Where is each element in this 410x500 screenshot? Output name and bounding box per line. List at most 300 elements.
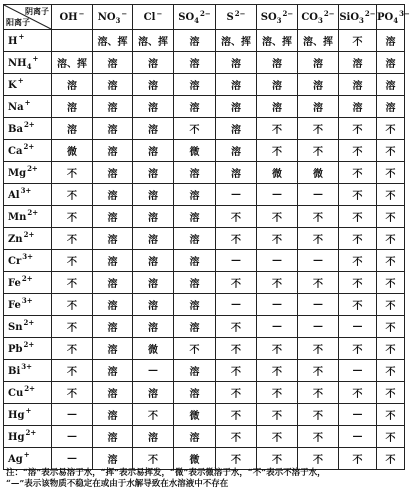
anion-header-cell [133,5,174,30]
solubility-cell: 不 [216,404,257,426]
cation-label-charge: 3+ [21,296,33,306]
cation-label [8,428,37,443]
table-row [4,338,405,360]
solubility-cell: 不 [339,382,377,404]
solubility-cell: 不 [52,184,93,206]
anion-label-charge: 2− [282,8,294,18]
table-row [4,96,405,118]
solubility-cell: 不 [257,118,298,140]
solubility-cell: 不 [216,426,257,448]
solubility-cell: — [339,404,377,426]
anion-header-cell [377,5,410,30]
solubility-cell: 不 [339,294,377,316]
table-row [4,404,405,426]
cation-header-cell [4,272,52,294]
table-row [4,228,405,250]
cation-label-charge: + [25,406,32,416]
solubility-cell: 溶 [52,74,93,96]
solubility-cell: 溶 [133,426,174,448]
cation-label-formula: Ba [8,123,23,135]
solubility-cell: 不 [257,206,298,228]
solubility-cell: 不 [257,360,298,382]
footnote [6,468,404,490]
solubility-cell: 溶 [216,162,257,184]
solubility-cell: 不 [339,228,377,250]
solubility-cell: 溶 [93,294,133,316]
solubility-cell: 不 [377,404,405,426]
solubility-cell: 溶 [93,426,133,448]
solubility-cell: 不 [377,382,405,404]
cation-label [8,362,33,377]
solubility-cell: 不 [377,426,405,448]
cation-label [8,98,31,113]
solubility-cell: 溶 [133,316,174,338]
table-row [4,52,405,74]
solubility-cell: — [257,184,298,206]
solubility-cell [52,30,93,52]
anion-header-cell [257,5,298,30]
cation-header-cell [4,118,52,140]
solubility-cell: 溶 [377,96,405,118]
anion-label-charge: − [78,8,85,18]
solubility-cell: 溶 [257,52,298,74]
solubility-cell: 溶 [133,228,174,250]
solubility-cell: 不 [216,338,257,360]
solubility-cell: — [257,250,298,272]
cation-header-cell [4,338,52,360]
solubility-cell: — [257,316,298,338]
solubility-cell: 不 [216,382,257,404]
solubility-cell: 溶 [377,52,405,74]
table-body [4,30,405,470]
anion-label-subscript: 4 [194,16,200,26]
solubility-cell: 溶 [93,272,133,294]
table-row [4,360,405,382]
cation-header-cell [4,140,52,162]
solubility-cell: 不 [339,272,377,294]
solubility-cell: 溶 [377,74,405,96]
solubility-cell: — [216,184,257,206]
solubility-cell: 溶 [133,96,174,118]
solubility-cell: 溶 [93,162,133,184]
cation-label [8,230,35,245]
solubility-cell: 不 [377,162,405,184]
solubility-cell: — [339,426,377,448]
cation-header-cell [4,52,52,74]
solubility-cell: 不 [339,140,377,162]
anion-label-charge: − [156,8,163,18]
solubility-cell: 不 [216,228,257,250]
cation-label-formula: Hg [8,409,25,421]
solubility-cell: 不 [52,294,93,316]
cation-label-charge: 2+ [24,384,35,394]
solubility-cell: 不 [339,206,377,228]
solubility-cell: 不 [298,272,339,294]
solubility-cell: 溶、挥 [133,30,174,52]
corner-cation-label: 阳离子 [6,17,30,27]
table-row [4,294,405,316]
solubility-cell: 不 [133,448,174,470]
table-row [4,448,405,470]
anion-label-charge: 2− [323,8,335,18]
cation-label [8,384,35,399]
cation-label [8,164,38,179]
solubility-cell: 不 [216,316,257,338]
solubility-cell: 溶 [93,96,133,118]
solubility-cell: 不 [174,338,216,360]
solubility-cell: 不 [298,404,339,426]
cation-header-cell [4,360,52,382]
table-row [4,250,405,272]
cation-label [8,208,39,223]
table-row [4,272,405,294]
solubility-cell: 溶 [174,382,216,404]
solubility-cell: 不 [257,426,298,448]
anion-label-charge: 2− [234,8,246,18]
solubility-cell: 溶 [216,118,257,140]
solubility-cell: 溶 [174,426,216,448]
solubility-cell: 溶 [298,74,339,96]
cation-label-formula: Ca [8,145,23,157]
cation-label [8,274,33,289]
solubility-cell: — [298,250,339,272]
anion-label [143,8,163,24]
cation-label [8,186,32,201]
anion-label-subscript: 3 [359,16,364,26]
solubility-cell: 溶 [174,162,216,184]
solubility-cell: — [52,426,93,448]
cation-label-formula: Pb [8,343,23,355]
solubility-cell: 不 [52,382,93,404]
solubility-cell: 溶 [133,74,174,96]
solubility-cell: 不 [216,206,257,228]
solubility-cell: 不 [298,140,339,162]
solubility-cell: 不 [339,448,377,470]
solubility-cell: 溶 [93,228,133,250]
cation-header-cell [4,184,52,206]
cation-header-cell [4,316,52,338]
cation-label [8,406,32,421]
solubility-cell: 不 [298,426,339,448]
cation-header-cell [4,382,52,404]
cation-label [8,76,24,91]
anion-label-subscript: 3 [318,16,323,26]
anion-header-cell [339,5,377,30]
anion-label [178,8,211,26]
solubility-cell: 溶 [93,338,133,360]
solubility-cell: 不 [52,250,93,272]
solubility-cell: 溶 [216,140,257,162]
solubility-cell: 不 [377,338,405,360]
cation-label-charge: 2+ [27,208,39,218]
solubility-cell: 溶 [174,74,216,96]
anion-label-charge: 2− [364,8,376,18]
solubility-cell: 不 [298,118,339,140]
solubility-cell: 溶 [257,96,298,118]
cation-label-charge: + [23,450,30,460]
solubility-cell: 溶 [216,74,257,96]
cation-header-cell [4,162,52,184]
anion-label [301,8,335,26]
solubility-cell: 溶 [133,162,174,184]
solubility-cell: 微 [257,162,298,184]
anion-header-cell [216,5,257,30]
cation-label [8,54,39,71]
solubility-cell: 溶 [298,96,339,118]
anion-label-formula: SiO [339,12,360,24]
solubility-cell: 不 [298,228,339,250]
table-row [4,118,405,140]
solubility-cell: 微 [298,162,339,184]
anion-label [59,8,85,24]
corner-anion-label: 阴离子 [25,6,49,16]
solubility-cell: 不 [377,294,405,316]
solubility-cell: — [216,250,257,272]
cation-label-charge: 2+ [21,274,33,284]
solubility-cell: 不 [52,162,93,184]
cation-label [8,296,33,311]
solubility-cell: 溶、挥 [257,30,298,52]
cation-label-formula: Cr [8,255,22,267]
solubility-cell: 溶 [93,382,133,404]
table-row [4,184,405,206]
solubility-cell: 不 [257,140,298,162]
anion-header-cell [52,5,93,30]
solubility-cell: 溶 [93,448,133,470]
cation-label-charge: 2+ [23,230,35,240]
cation-label [8,142,35,157]
cation-label-formula: Al [8,189,20,201]
cation-header-cell [4,448,52,470]
solubility-cell: 不 [257,404,298,426]
solubility-cell: 溶 [174,206,216,228]
solubility-cell: 溶 [133,206,174,228]
anion-label-formula: SO [178,12,195,24]
table-row [4,30,405,52]
footnote-line-1: 注：“溶”表示易溶于水，“挥”表示易挥发，“微”表示微溶于水，“不”表示不溶于水， [6,468,326,478]
anion-label-charge: 3− [399,8,410,18]
cation-label-charge: 3+ [22,252,33,262]
solubility-cell: 不 [133,404,174,426]
cation-label-charge: 2+ [27,164,38,174]
anion-label [97,8,128,26]
solubility-cell: 微 [174,448,216,470]
anion-label [226,8,246,24]
anion-label-formula: PO [377,12,394,24]
cation-label-formula: Fe [8,277,21,289]
solubility-cell: 溶、挥 [216,30,257,52]
anion-header-cell [174,5,216,30]
corner-header-cell [4,5,52,30]
solubility-cell: 不 [298,206,339,228]
cation-label-charge: + [32,54,39,64]
solubility-table [3,4,410,470]
solubility-cell: 溶 [174,228,216,250]
cation-header-cell [4,250,52,272]
solubility-cell: 不 [52,228,93,250]
cation-header-cell [4,294,52,316]
anion-label-subscript: 3 [115,16,121,26]
solubility-cell: 溶、挥 [52,52,93,74]
cation-label [8,450,30,465]
solubility-cell: 不 [377,360,405,382]
solubility-cell: 不 [377,206,405,228]
solubility-cell: 溶 [93,360,133,382]
cation-label [8,318,35,333]
header-row [4,5,405,30]
solubility-cell: 溶 [174,52,216,74]
cation-label-formula: Fe [8,299,21,311]
cation-label-formula: Na [8,101,24,113]
solubility-cell: 微 [52,140,93,162]
solubility-cell: 溶 [174,30,216,52]
anion-label [377,8,410,26]
solubility-cell: 不 [216,448,257,470]
solubility-cell: 溶 [133,52,174,74]
solubility-cell: 溶 [174,96,216,118]
solubility-cell: 溶 [133,184,174,206]
cation-label-charge: 3+ [20,186,32,196]
solubility-cell: 不 [257,228,298,250]
solubility-cell: 不 [298,448,339,470]
anion-label-charge: 2− [200,8,211,18]
solubility-cell: 溶 [93,52,133,74]
anion-label-formula: S [226,12,234,24]
solubility-cell: 不 [377,140,405,162]
solubility-cell: 溶 [93,206,133,228]
anion-label-formula: NO [97,12,116,24]
cation-label-formula: Mn [8,211,27,223]
solubility-cell: 溶 [298,52,339,74]
solubility-cell: 不 [52,338,93,360]
table-row [4,206,405,228]
solubility-cell: — [298,316,339,338]
solubility-cell: 不 [257,382,298,404]
cation-label-formula: NH [8,57,27,69]
cation-label-formula: Mg [8,167,27,179]
solubility-cell: 微 [133,338,174,360]
solubility-cell: 溶 [52,96,93,118]
solubility-cell: 不 [339,250,377,272]
solubility-cell: 不 [52,316,93,338]
cation-label-charge: + [17,76,24,86]
cation-label-formula: Zn [8,233,23,245]
solubility-cell: 微 [174,140,216,162]
solubility-cell: 不 [339,338,377,360]
table-row [4,316,405,338]
solubility-cell: 溶 [133,294,174,316]
solubility-cell: 溶 [133,382,174,404]
solubility-cell: — [216,294,257,316]
anion-label-formula: OH [59,12,78,24]
solubility-cell: — [52,448,93,470]
cation-label-charge: + [18,32,25,42]
solubility-cell: — [257,294,298,316]
solubility-cell: 溶 [133,118,174,140]
cation-label [8,340,35,355]
solubility-cell: 不 [52,272,93,294]
solubility-cell: 溶 [133,272,174,294]
cation-label-charge: 2+ [23,120,35,130]
solubility-cell: 溶 [174,360,216,382]
table-row [4,382,405,404]
solubility-cell: 溶 [174,272,216,294]
solubility-cell: 溶、挥 [298,30,339,52]
solubility-cell: 溶 [339,74,377,96]
anion-label-charge: − [121,8,128,18]
solubility-cell: 不 [377,118,405,140]
solubility-cell: 溶 [93,118,133,140]
solubility-cell: 不 [339,118,377,140]
solubility-cell: 溶 [93,140,133,162]
solubility-cell: 不 [339,30,377,52]
solubility-cell: — [339,360,377,382]
solubility-cell: 不 [52,360,93,382]
solubility-cell: 溶 [174,294,216,316]
solubility-cell: 不 [216,360,257,382]
cation-label-formula: K [8,79,17,91]
cation-label-subscript: 4 [26,61,32,71]
footnote-line-2: “—”表示该物质不稳定在或由于水解导致在水溶液中不存在 [6,479,229,489]
solubility-cell: 不 [174,118,216,140]
solubility-cell: 溶 [216,52,257,74]
solubility-cell: 不 [377,228,405,250]
cation-label-charge: 2+ [23,318,35,328]
cation-label-formula: Sn [8,321,23,333]
solubility-cell: 溶 [133,140,174,162]
cation-header-cell [4,228,52,250]
solubility-cell: 溶 [339,96,377,118]
cation-header-cell [4,74,52,96]
cation-label-formula: Cu [8,387,24,399]
solubility-cell: 不 [216,272,257,294]
cation-label-formula: H [8,35,18,47]
solubility-cell: 不 [339,184,377,206]
solubility-cell: 溶 [339,52,377,74]
anion-label [260,8,294,26]
anion-label-subscript: 3 [276,16,282,26]
solubility-cell: 溶 [133,250,174,272]
solubility-cell: — [339,316,377,338]
solubility-cell: 不 [257,448,298,470]
solubility-cell: 不 [377,184,405,206]
solubility-cell: 不 [377,316,405,338]
anion-label-formula: SO [260,12,277,24]
solubility-cell: 溶 [52,118,93,140]
anion-label-formula: Cl [143,12,156,24]
solubility-cell: 不 [339,162,377,184]
cation-header-cell [4,404,52,426]
cation-header-cell [4,96,52,118]
solubility-cell: 溶、挥 [93,30,133,52]
solubility-cell: 不 [377,250,405,272]
solubility-cell: — [52,404,93,426]
anion-header-cell [298,5,339,30]
solubility-cell: 溶 [93,404,133,426]
solubility-cell: 溶 [216,96,257,118]
solubility-cell: 溶 [174,250,216,272]
cation-label-formula: Bi [8,365,21,377]
anion-header-cell [93,5,133,30]
solubility-cell: 溶 [174,184,216,206]
solubility-cell: 不 [52,206,93,228]
cation-label-formula: Hg [8,431,25,443]
cation-label-charge: + [24,98,31,108]
solubility-cell: 不 [298,382,339,404]
solubility-cell: — [133,360,174,382]
table-row [4,162,405,184]
cation-header-cell [4,426,52,448]
